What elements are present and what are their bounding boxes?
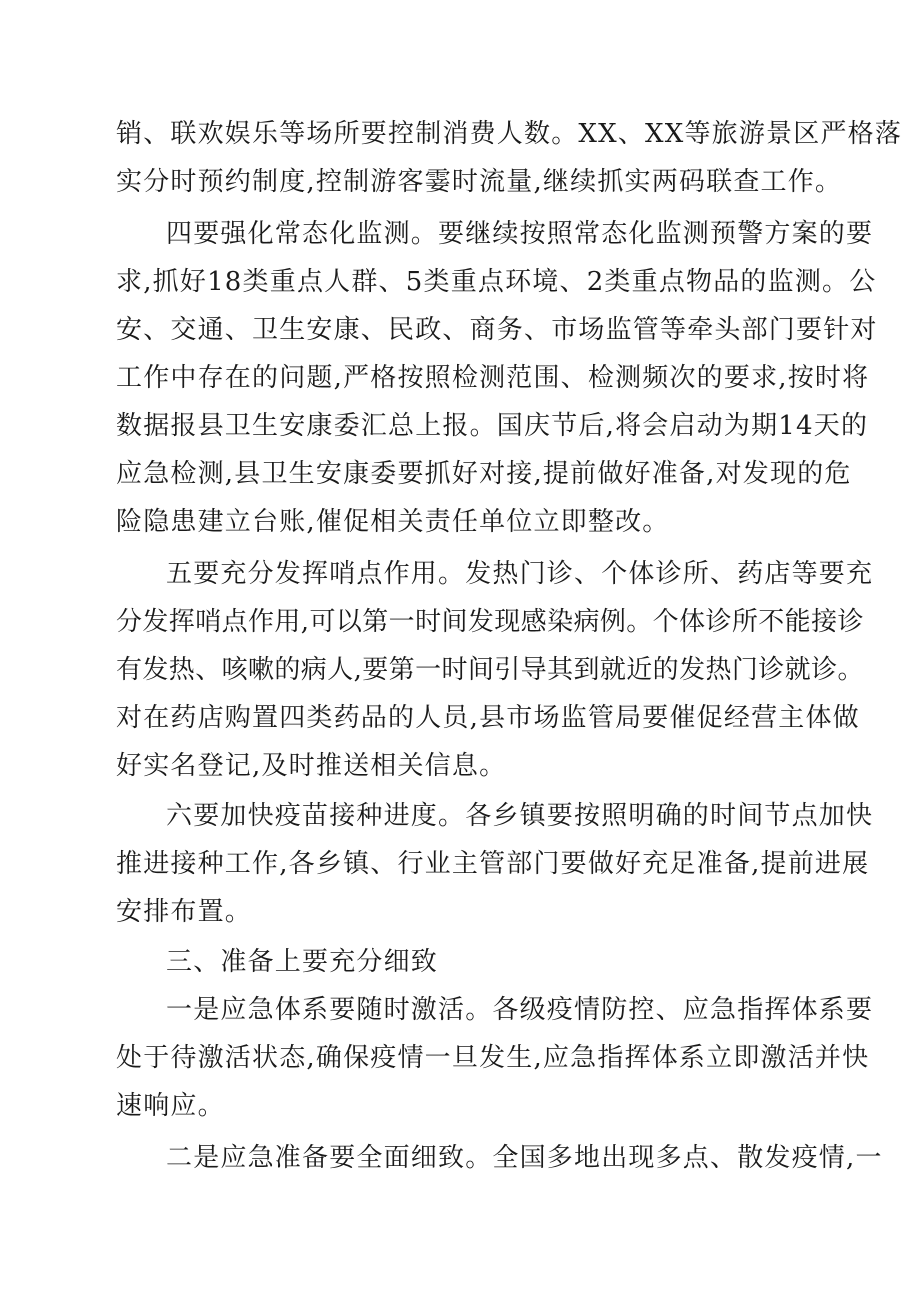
paragraph-heading-5: 五要充分发挥哨点作用。发热门诊、个体诊所、药店等要充 <box>166 559 874 589</box>
paragraph-heading-4: 四要强化常态化监测。要继续按照常态化监测预警方案的要 <box>166 219 874 249</box>
text-line: 安、交通、卫生安康、民政、商务、市场监管等牵头部门要针对 <box>116 315 878 345</box>
text-line: 实分时预约制度,控制游客霎时流量,继续抓实两码联查工作。 <box>116 167 843 197</box>
text-line: 安排布置。 <box>116 897 253 927</box>
text-line: 推进接种工作,各乡镇、行业主管部门要做好充足准备,提前进展 <box>116 849 870 879</box>
section-heading-3: 三、准备上要充分细致 <box>166 947 439 977</box>
text-line: 险隐患建立台账,催促相关责任单位立即整改。 <box>116 507 670 537</box>
text-line: 数据报县卫生安康委汇总上报。国庆节后,将会启动为期14天的 <box>116 411 869 441</box>
text-line: 有发热、咳嗽的病人,要第一时间引导其到就近的发热门诊就诊。 <box>116 655 864 685</box>
text-line: 对在药店购置四类药品的人员,县市场监管局要催促经营主体做 <box>116 703 860 733</box>
paragraph-heading-2: 二是应急准备要全面细致。全国多地出现多点、散发疫情,一 <box>166 1143 883 1173</box>
text-line: 好实名登记,及时推送相关信息。 <box>116 751 507 781</box>
text-line: 求,抓好18类重点人群、5类重点环境、2类重点物品的监测。公 <box>116 267 877 297</box>
paragraph-heading-6: 六要加快疫苗接种进度。各乡镇要按照明确的时间节点加快 <box>166 801 874 831</box>
text-line: 工作中存在的问题,严格按照检测范围、检测频次的要求,按时将 <box>116 363 870 393</box>
text-line: 处于待激活状态,确保疫情一旦发生,应急指挥体系立即激活并快 <box>116 1043 870 1073</box>
text-line: 销、联欢娱乐等场所要控制消费人数。XX、XX等旅游景区严格落 <box>116 119 903 149</box>
text-line: 速响应。 <box>116 1091 225 1121</box>
paragraph-heading-1: 一是应急体系要随时激活。各级疫情防控、应急指挥体系要 <box>166 995 874 1025</box>
text-line: 应急检测,县卫生安康委要抓好对接,提前做好准备,对发现的危 <box>116 459 852 489</box>
text-line: 分发挥哨点作用,可以第一时间发现感染病例。个体诊所不能接诊 <box>116 607 864 637</box>
